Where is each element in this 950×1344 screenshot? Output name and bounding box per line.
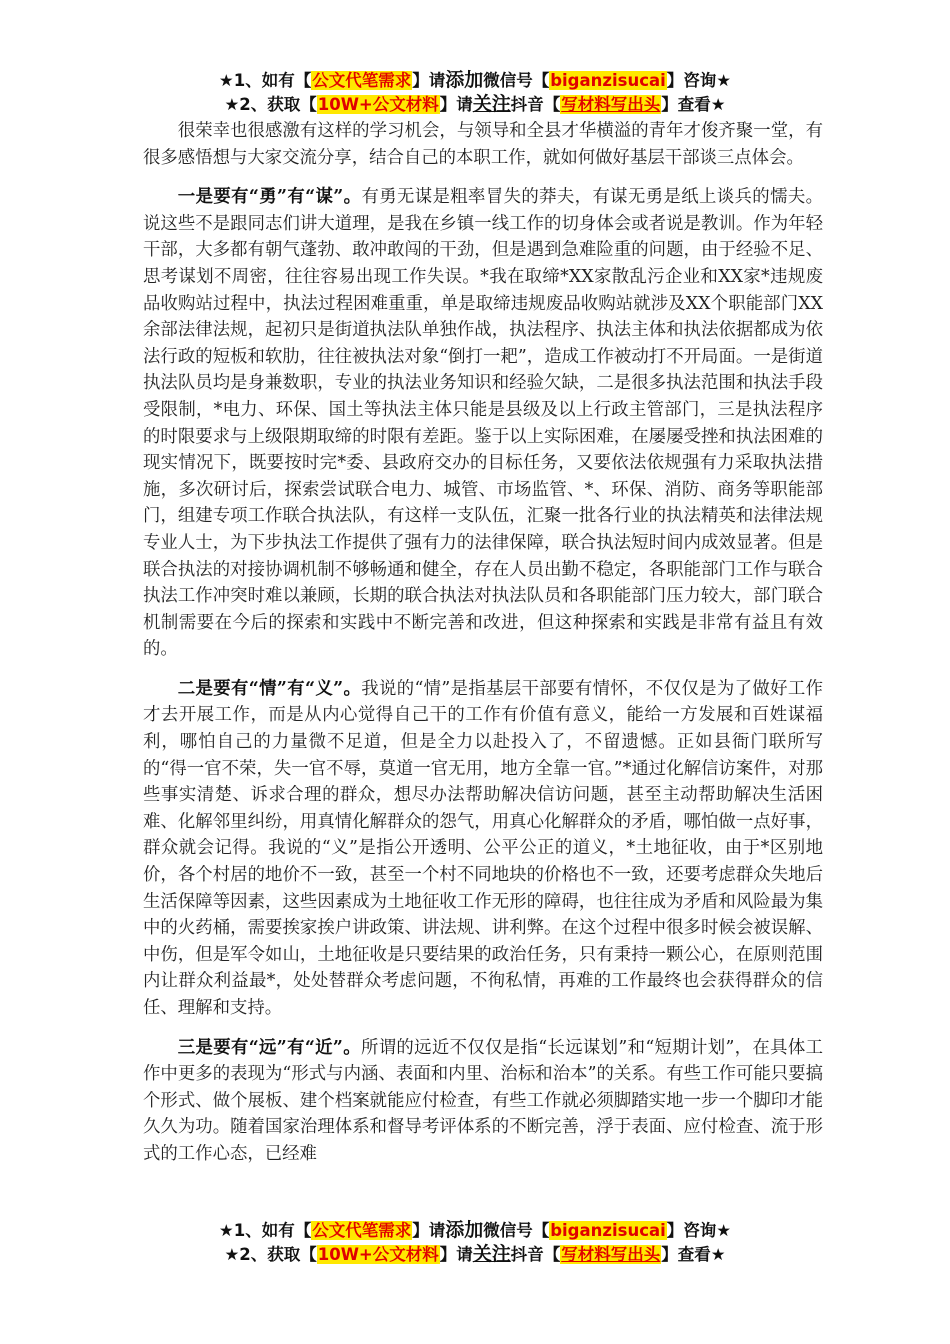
banner-text: 】咨询★: [666, 1221, 732, 1240]
banner-douyin-id: 写材料写出头: [561, 1245, 661, 1264]
banner-text: 】咨询★: [666, 71, 732, 90]
section-text: 有勇无谋是粗率冒失的莽夫，有谋无勇是纸上谈兵的懦夫。说这些不是跟同志们讲大道理，是我在乡镇一线工作的切身体会或者说是教训。作为年轻干部，大多都有朝气蓬勃、敢冲敢闯的干劲，但是遇到急难险重的问题，由于经验不足、思考谋划不周密，往往容易出现工作失误。*我在取缔*XX家散乱污企业和XX家*违规废品收购站过程中，执法过程困难重重，单是取缔违规废品收购站就涉及XX个职能部门XX余部法律法规，起初只是街道执法队单独作战，执法程序、执法主体和执法依据都成为依法行政的短板和软肋，往往被执法对象“倒打一耙”，造成工作被动打不开局面。一是街道执法队员均是身兼数职，专业的执法业务知识和经验欠缺，二是很多执法范围和执法手段受限制，*电力、环保、国土等执法主体只能是县级及以上行政主管部门，三是执法程序的时限要求与上级限期取缔的时限有差距。鉴于以上实际困难，在屡屡受挫和执法困难的现实情况下，既要按时完*委、县政府交办的目标任务，又要依法依规强有力采取执法措施，多次研讨后，探索尝试联合电力、城管、市场监管、*、环保、消防、商务等职能部门，组建专项工作联合执法队，有这样一支队伍，汇聚一批各行业的执法精英和法律法规专业人士，为下步执法工作提供了强有力的法律保障，联合执法短时间内成效显著。但是联合执法的对接协调机制不够畅通和健全，存在人员出勤不稳定，各职能部门工作与联合执法工作冲突时难以兼顾，长期的联合执法对执法队员和各职能部门压力较大，部门联合机制需要在今后的探索和实践中不断完善和改进，但这种探索和实践是非常有益且有效的。: [143, 187, 823, 660]
banner-wechat-id: biganzisucai: [550, 1221, 666, 1240]
banner-wechat-id: biganzisucai: [550, 71, 666, 90]
banner-line-2: [0, 1242, 950, 1266]
document-body: [143, 118, 823, 1181]
banner-line-1: [0, 1218, 950, 1242]
bottom-banner: [0, 1218, 950, 1266]
section-text: 所谓的远近不仅仅是指“长远谋划”和“短期计划”，在具体工作中更多的表现为“形式与内涵、表面和内里、治标和治本”的关系。有些工作可能只要搞个形式、做个展板、建个档案就能应付检查，有些工作就必须脚踏实地一步一个脚印才能久久为功。随着国家治理体系和督导考评体系的不断完善，浮于表面、应付检查、流于形式的工作心态，已经难: [143, 1037, 823, 1164]
banner-emphasis: 关注: [472, 1243, 511, 1265]
banner-highlight: 公文代笔需求: [312, 71, 412, 90]
section-text: 我说的“情”是指基层干部要有情怀，不仅仅是为了做好工作才去开展工作，而是从内心觉得自己干的工作有价值有意义，能给一方发展和百姓谋福利，哪怕自己的力量微不足道，但是全力以赴投入了，不留遗憾。正如县衙门联所写的“得一官不荣，失一官不辱，莫道一官无用，地方全靠一官。”*通过化解信访案件，对那些事实清楚、诉求合理的群众，想尽办法帮助解决信访问题，甚至主动帮助解决生活困难、化解邻里纠纷，用真情化解群众的怨气，用真心化解群众的矛盾，哪怕做一点好事，群众就会记得。我说的“义”是指公开透明、公平公正的道义，*土地征收，由于*区别地价，各个村居的地价不一致，甚至一个村不同地块的价格也不一致，还要考虑群众失地后生活保障等因素，这些因素成为土地征收工作无形的障碍，也往往成为矛盾和风险最为集中的火药桶，需要挨家挨户讲政策、讲法规、讲利弊。在这个过程中很多时候会被误解、中伤，但是军令如山，土地征收是只要结果的政治任务，只有秉持一颗公心，在原则范围内让群众利益最*，处处替群众考虑问题，不徇私情，再难的工作最终也会获得群众的信任、理解和支持。: [143, 678, 823, 1018]
banner-douyin-id: 写材料写出头: [561, 95, 661, 114]
banner-text: 】请: [439, 1245, 473, 1264]
banner-text: 】请: [439, 95, 473, 114]
intro-paragraph: 很荣幸也很感激有这样的学习机会，与领导和全县才华横溢的青年才俊齐聚一堂，有很多感悟想与大家交流分享，结合自己的本职工作，就如何做好基层干部谈三点体会。: [143, 121, 823, 168]
banner-text: ★1、如有【: [218, 1221, 312, 1240]
section-lead: 三是要有“远”有“近”。: [177, 1037, 361, 1058]
banner-text: 抖音【: [510, 95, 561, 114]
banner-highlight: 公文代笔需求: [312, 1221, 412, 1240]
banner-line-1: [0, 68, 950, 92]
banner-text: 】查看★: [661, 95, 726, 114]
section-paragraph-2: [143, 676, 823, 1022]
banner-text: 】请: [412, 1221, 446, 1240]
banner-text: 微信号【: [483, 1221, 550, 1240]
banner-text: 】请: [412, 71, 446, 90]
banner-text: ★1、如有【: [218, 71, 312, 90]
banner-highlight: 10W+公文材料: [317, 95, 439, 114]
banner-text: 微信号【: [483, 71, 550, 90]
banner-line-2: [0, 92, 950, 116]
section-paragraph-1: [143, 184, 823, 663]
banner-text: ★2、获取【: [224, 1245, 317, 1264]
banner-text: 】查看★: [661, 1245, 726, 1264]
banner-emphasis: 添加: [445, 69, 484, 91]
banner-text: 抖音【: [510, 1245, 561, 1264]
top-banner: [0, 68, 950, 116]
banner-text: ★2、获取【: [224, 95, 317, 114]
section-paragraph-3: [143, 1035, 823, 1168]
banner-emphasis: 添加: [445, 1219, 484, 1241]
banner-highlight: 10W+公文材料: [317, 1245, 439, 1264]
section-lead: 二是要有“情”有“义”。: [177, 678, 362, 699]
section-lead: 一是要有“勇”有“谋”。: [177, 187, 362, 208]
banner-emphasis: 关注: [472, 93, 511, 115]
